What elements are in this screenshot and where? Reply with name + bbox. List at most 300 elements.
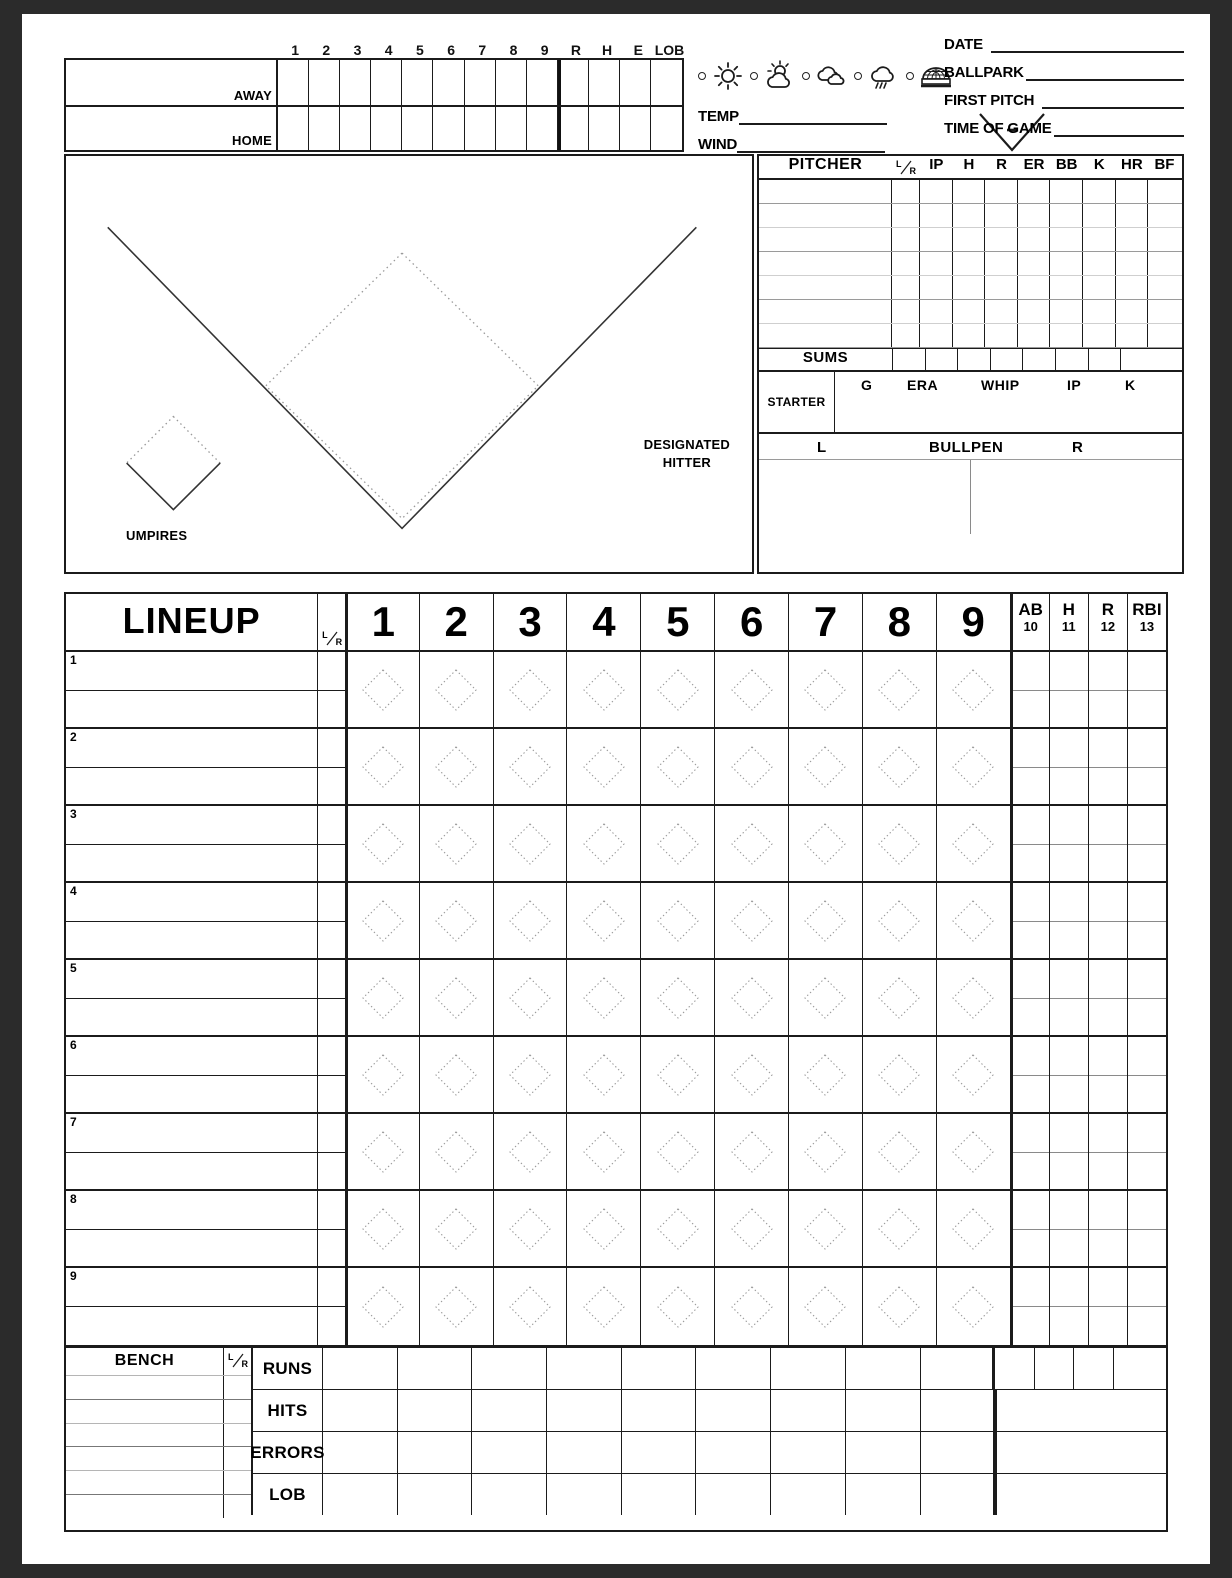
at-bat-cell-inning-1[interactable] [345,652,419,727]
at-bat-cell-inning-7[interactable] [788,652,862,727]
lineup-name-cell[interactable] [66,1268,317,1345]
totals-cell-hits-inning-7[interactable] [771,1390,846,1431]
totals-notes-area-continued[interactable] [995,1432,1166,1475]
totals-cell-hits-inning-8[interactable] [846,1390,921,1431]
at-bat-cell-inning-3[interactable] [493,883,567,958]
totals-cell-lob-inning-8[interactable] [846,1474,921,1515]
ballpark-input-rule[interactable] [1026,68,1184,81]
at-bat-cell-inning-6[interactable] [714,652,788,727]
weather-radio-dome[interactable] [906,72,914,80]
pitcher-cell-lr[interactable] [892,228,920,251]
totals-cell-lob-inning-4[interactable] [547,1474,622,1515]
stat-cell-h[interactable] [1049,883,1088,958]
stat-cell-h[interactable] [1049,1191,1088,1266]
totals-cell-hits-inning-6[interactable] [696,1390,771,1431]
pitcher-cell-k[interactable] [1083,228,1116,251]
pitcher-cell-h[interactable] [953,252,986,275]
pitcher-cell-hr[interactable] [1116,276,1149,299]
pitcher-cell-bf[interactable] [1148,300,1181,323]
linescore-cell-away-e[interactable] [620,60,651,105]
at-bat-cell-inning-1[interactable] [345,1191,419,1266]
at-bat-cell-inning-5[interactable] [640,883,714,958]
at-bat-cell-inning-6[interactable] [714,1114,788,1189]
linescore-cell-away-h[interactable] [589,60,620,105]
at-bat-cell-inning-2[interactable] [419,1268,493,1345]
weather-radio-sun[interactable] [698,72,706,80]
pitcher-cell-h[interactable] [953,276,986,299]
lineup-name-cell[interactable] [66,729,317,804]
at-bat-cell-inning-6[interactable] [714,960,788,1035]
stat-cell-r[interactable] [1088,883,1127,958]
at-bat-cell-inning-2[interactable] [419,652,493,727]
stat-cell-rbi[interactable] [1127,1191,1166,1266]
at-bat-cell-inning-3[interactable] [493,1191,567,1266]
linescore-cell-home-6[interactable] [433,107,464,150]
at-bat-cell-inning-7[interactable] [788,883,862,958]
totals-cell-runs-inning-8[interactable] [846,1348,921,1389]
bench-name-cell[interactable] [66,1376,223,1399]
stat-cell-ab[interactable] [1010,960,1049,1035]
totals-cell-runs-h[interactable] [1035,1348,1075,1389]
at-bat-cell-inning-6[interactable] [714,1037,788,1112]
weather-radio-cloudy[interactable] [802,72,810,80]
linescore-cell-home-2[interactable] [309,107,340,150]
lineup-name-cell[interactable] [66,1037,317,1112]
lineup-lr-cell[interactable] [317,729,345,804]
lineup-lr-cell[interactable] [317,960,345,1035]
sums-cell-h[interactable] [925,349,958,370]
pitcher-cell-bf[interactable] [1148,180,1181,203]
at-bat-cell-inning-6[interactable] [714,883,788,958]
stat-cell-rbi[interactable] [1127,1114,1166,1189]
pitcher-cell-r[interactable] [985,180,1018,203]
at-bat-cell-inning-7[interactable] [788,729,862,804]
at-bat-cell-inning-4[interactable] [566,729,640,804]
at-bat-cell-inning-9[interactable] [936,652,1010,727]
totals-cell-runs-r[interactable] [1074,1348,1114,1389]
at-bat-cell-inning-4[interactable] [566,806,640,881]
at-bat-cell-inning-9[interactable] [936,1268,1010,1345]
linescore-cell-away-4[interactable] [371,60,402,105]
linescore-cell-home-8[interactable] [496,107,527,150]
at-bat-cell-inning-5[interactable] [640,960,714,1035]
pitcher-cell-lr[interactable] [892,180,920,203]
at-bat-cell-inning-1[interactable] [345,806,419,881]
stat-cell-r[interactable] [1088,1037,1127,1112]
at-bat-cell-inning-9[interactable] [936,1114,1010,1189]
lineup-lr-cell[interactable] [317,1268,345,1345]
bench-lr-cell[interactable] [223,1424,251,1447]
stat-cell-r[interactable] [1088,1114,1127,1189]
totals-cell-runs-inning-6[interactable] [696,1348,771,1389]
pitcher-cell-k[interactable] [1083,324,1116,347]
date-input-rule[interactable] [991,40,1184,53]
date-field[interactable] [944,36,1184,53]
totals-cell-lob-inning-3[interactable] [472,1474,547,1515]
totals-cell-lob-inning-1[interactable] [323,1474,398,1515]
at-bat-cell-inning-7[interactable] [788,1114,862,1189]
at-bat-cell-inning-1[interactable] [345,1114,419,1189]
at-bat-cell-inning-9[interactable] [936,883,1010,958]
pitcher-cell-r[interactable] [985,228,1018,251]
totals-cell-errors-inning-7[interactable] [771,1432,846,1473]
linescore-cell-away-7[interactable] [465,60,496,105]
lineup-lr-cell[interactable] [317,806,345,881]
pitcher-cell-bf[interactable] [1148,324,1181,347]
stat-cell-r[interactable] [1088,960,1127,1035]
bench-lr-cell[interactable] [223,1495,251,1518]
linescore-cell-home-1[interactable] [278,107,309,150]
at-bat-cell-inning-2[interactable] [419,729,493,804]
at-bat-cell-inning-9[interactable] [936,806,1010,881]
pitcher-cell-bf[interactable] [1148,228,1181,251]
stat-cell-ab[interactable] [1010,883,1049,958]
stat-cell-r[interactable] [1088,806,1127,881]
at-bat-cell-inning-1[interactable] [345,1037,419,1112]
at-bat-cell-inning-1[interactable] [345,960,419,1035]
linescore-cell-home-5[interactable] [402,107,433,150]
pitcher-cell-lr[interactable] [892,300,920,323]
at-bat-cell-inning-7[interactable] [788,1268,862,1345]
at-bat-cell-inning-2[interactable] [419,1191,493,1266]
at-bat-cell-inning-8[interactable] [862,1037,936,1112]
pitcher-cell-ip[interactable] [920,228,953,251]
pitcher-name-cell[interactable] [759,252,892,275]
sums-cell-ip[interactable] [892,349,925,370]
linescore-team-home[interactable] [66,107,278,150]
stat-cell-rbi[interactable] [1127,883,1166,958]
linescore-cell-home-r[interactable] [558,107,589,150]
at-bat-cell-inning-5[interactable] [640,806,714,881]
stat-cell-ab[interactable] [1010,652,1049,727]
linescore-cell-away-2[interactable] [309,60,340,105]
linescore-team-away[interactable] [66,60,278,105]
lineup-name-cell[interactable] [66,960,317,1035]
stat-cell-rbi[interactable] [1127,960,1166,1035]
stat-cell-rbi[interactable] [1127,1268,1166,1345]
linescore-cell-away-8[interactable] [496,60,527,105]
lineup-lr-cell[interactable] [317,1191,345,1266]
totals-cell-errors-inning-6[interactable] [696,1432,771,1473]
at-bat-cell-inning-5[interactable] [640,1191,714,1266]
linescore-cell-away-lob[interactable] [651,60,682,105]
linescore-cell-away-1[interactable] [278,60,309,105]
pitcher-cell-r[interactable] [985,252,1018,275]
at-bat-cell-inning-2[interactable] [419,806,493,881]
bench-lr-cell[interactable] [223,1376,251,1399]
at-bat-cell-inning-6[interactable] [714,1268,788,1345]
pitcher-cell-ip[interactable] [920,276,953,299]
at-bat-cell-inning-4[interactable] [566,1037,640,1112]
totals-cell-errors-inning-3[interactable] [472,1432,547,1473]
lineup-name-cell[interactable] [66,1114,317,1189]
totals-cell-runs-inning-9[interactable] [921,1348,996,1389]
at-bat-cell-inning-4[interactable] [566,883,640,958]
stat-cell-h[interactable] [1049,729,1088,804]
pitcher-cell-bb[interactable] [1050,324,1083,347]
pitcher-cell-ip[interactable] [920,180,953,203]
stat-cell-ab[interactable] [1010,1114,1049,1189]
totals-cell-lob-inning-6[interactable] [696,1474,771,1515]
pitcher-cell-k[interactable] [1083,300,1116,323]
stat-cell-h[interactable] [1049,960,1088,1035]
wind-input-rule[interactable] [737,140,885,153]
stat-cell-ab[interactable] [1010,1191,1049,1266]
stat-cell-r[interactable] [1088,729,1127,804]
totals-cell-lob-inning-2[interactable] [398,1474,473,1515]
at-bat-cell-inning-5[interactable] [640,1037,714,1112]
lineup-name-cell[interactable] [66,1191,317,1266]
at-bat-cell-inning-9[interactable] [936,960,1010,1035]
totals-notes-area[interactable] [995,1390,1166,1433]
pitcher-cell-bb[interactable] [1050,300,1083,323]
pitcher-name-cell[interactable] [759,204,892,227]
pitcher-name-cell[interactable] [759,276,892,299]
pitcher-cell-k[interactable] [1083,204,1116,227]
pitcher-cell-bf[interactable] [1148,276,1181,299]
totals-cell-hits-inning-4[interactable] [547,1390,622,1431]
bench-name-cell[interactable] [66,1400,223,1423]
pitcher-name-cell[interactable] [759,180,892,203]
stat-cell-r[interactable] [1088,652,1127,727]
sums-cell-k[interactable] [1055,349,1088,370]
stat-cell-ab[interactable] [1010,1037,1049,1112]
linescore-cell-away-6[interactable] [433,60,464,105]
totals-cell-errors-inning-8[interactable] [846,1432,921,1473]
at-bat-cell-inning-2[interactable] [419,960,493,1035]
stat-cell-ab[interactable] [1010,806,1049,881]
totals-cell-runs-inning-5[interactable] [622,1348,697,1389]
pitcher-cell-bb[interactable] [1050,252,1083,275]
at-bat-cell-inning-5[interactable] [640,1268,714,1345]
at-bat-cell-inning-3[interactable] [493,806,567,881]
totals-cell-lob-inning-5[interactable] [622,1474,697,1515]
at-bat-cell-inning-9[interactable] [936,1037,1010,1112]
at-bat-cell-inning-9[interactable] [936,729,1010,804]
at-bat-cell-inning-8[interactable] [862,729,936,804]
bullpen-left-area[interactable] [759,460,971,534]
pitcher-cell-h[interactable] [953,228,986,251]
pitcher-cell-er[interactable] [1018,252,1051,275]
pitcher-cell-r[interactable] [985,324,1018,347]
linescore-cell-away-9[interactable] [527,60,558,105]
sums-cell-er[interactable] [990,349,1023,370]
bench-name-cell[interactable] [66,1495,223,1518]
pitcher-cell-bb[interactable] [1050,204,1083,227]
bench-name-cell[interactable] [66,1471,223,1494]
at-bat-cell-inning-3[interactable] [493,960,567,1035]
at-bat-cell-inning-5[interactable] [640,1114,714,1189]
at-bat-cell-inning-7[interactable] [788,1037,862,1112]
at-bat-cell-inning-9[interactable] [936,1191,1010,1266]
pitcher-cell-lr[interactable] [892,276,920,299]
time-of-game-field[interactable] [944,120,1184,137]
at-bat-cell-inning-3[interactable] [493,1114,567,1189]
at-bat-cell-inning-2[interactable] [419,1114,493,1189]
at-bat-cell-inning-4[interactable] [566,1191,640,1266]
pitcher-cell-hr[interactable] [1116,180,1149,203]
pitcher-cell-er[interactable] [1018,324,1051,347]
lineup-name-cell[interactable] [66,652,317,727]
sums-cell-hr[interactable] [1088,349,1121,370]
linescore-cell-home-lob[interactable] [651,107,682,150]
totals-cell-errors-inning-1[interactable] [323,1432,398,1473]
totals-cell-hits-inning-9[interactable] [921,1390,996,1431]
at-bat-cell-inning-8[interactable] [862,806,936,881]
sums-cell-bb[interactable] [1022,349,1055,370]
pitcher-cell-hr[interactable] [1116,300,1149,323]
totals-cell-errors-inning-4[interactable] [547,1432,622,1473]
starter-stat-labels[interactable] [835,372,1182,432]
at-bat-cell-inning-7[interactable] [788,960,862,1035]
pitcher-cell-bb[interactable] [1050,180,1083,203]
at-bat-cell-inning-7[interactable] [788,1191,862,1266]
wind-field[interactable] [698,136,885,153]
bench-name-cell[interactable] [66,1424,223,1447]
sums-cell-r[interactable] [957,349,990,370]
pitcher-cell-hr[interactable] [1116,204,1149,227]
at-bat-cell-inning-8[interactable] [862,1114,936,1189]
stat-cell-h[interactable] [1049,652,1088,727]
totals-cell-lob-inning-7[interactable] [771,1474,846,1515]
linescore-cell-home-9[interactable] [527,107,558,150]
pitcher-cell-er[interactable] [1018,276,1051,299]
lineup-lr-cell[interactable] [317,1114,345,1189]
pitcher-cell-hr[interactable] [1116,324,1149,347]
stat-cell-ab[interactable] [1010,729,1049,804]
linescore-cell-home-3[interactable] [340,107,371,150]
temp-field[interactable] [698,108,887,125]
totals-cell-runs-inning-3[interactable] [472,1348,547,1389]
pitcher-name-cell[interactable] [759,300,892,323]
totals-cell-runs-inning-4[interactable] [547,1348,622,1389]
lineup-name-cell[interactable] [66,883,317,958]
pitcher-cell-er[interactable] [1018,300,1051,323]
pitcher-cell-r[interactable] [985,300,1018,323]
pitcher-cell-k[interactable] [1083,180,1116,203]
stat-cell-rbi[interactable] [1127,1037,1166,1112]
at-bat-cell-inning-1[interactable] [345,1268,419,1345]
pitcher-cell-bb[interactable] [1050,228,1083,251]
stat-cell-r[interactable] [1088,1191,1127,1266]
pitcher-cell-k[interactable] [1083,252,1116,275]
linescore-cell-away-5[interactable] [402,60,433,105]
bench-name-cell[interactable] [66,1447,223,1470]
pitcher-cell-hr[interactable] [1116,252,1149,275]
pitcher-cell-er[interactable] [1018,228,1051,251]
pitcher-name-cell[interactable] [759,324,892,347]
linescore-cell-home-7[interactable] [465,107,496,150]
at-bat-cell-inning-4[interactable] [566,1114,640,1189]
at-bat-cell-inning-4[interactable] [566,652,640,727]
stat-cell-ab[interactable] [1010,1268,1049,1345]
at-bat-cell-inning-8[interactable] [862,883,936,958]
lineup-lr-cell[interactable] [317,652,345,727]
weather-radio-rain[interactable] [854,72,862,80]
linescore-cell-home-e[interactable] [620,107,651,150]
sums-cell-bf[interactable] [1120,349,1153,370]
totals-cell-lob-inning-9[interactable] [921,1474,996,1515]
at-bat-cell-inning-4[interactable] [566,960,640,1035]
totals-cell-errors-inning-2[interactable] [398,1432,473,1473]
linescore-cell-home-h[interactable] [589,107,620,150]
linescore-cell-home-4[interactable] [371,107,402,150]
pitcher-cell-h[interactable] [953,324,986,347]
at-bat-cell-inning-1[interactable] [345,883,419,958]
totals-notes-area-continued[interactable] [995,1474,1166,1515]
pitcher-cell-bf[interactable] [1148,204,1181,227]
at-bat-cell-inning-3[interactable] [493,1037,567,1112]
totals-cell-runs-ab[interactable] [995,1348,1035,1389]
pitcher-cell-bb[interactable] [1050,276,1083,299]
totals-cell-runs-inning-7[interactable] [771,1348,846,1389]
at-bat-cell-inning-2[interactable] [419,883,493,958]
at-bat-cell-inning-6[interactable] [714,806,788,881]
pitcher-name-cell[interactable] [759,228,892,251]
at-bat-cell-inning-5[interactable] [640,729,714,804]
pitcher-cell-hr[interactable] [1116,228,1149,251]
pitcher-cell-er[interactable] [1018,180,1051,203]
at-bat-cell-inning-1[interactable] [345,729,419,804]
at-bat-cell-inning-8[interactable] [862,960,936,1035]
totals-cell-runs-rbi[interactable] [1114,1348,1154,1389]
pitcher-cell-lr[interactable] [892,204,920,227]
pitcher-cell-ip[interactable] [920,252,953,275]
pitcher-cell-r[interactable] [985,204,1018,227]
totals-cell-hits-inning-5[interactable] [622,1390,697,1431]
pitcher-cell-h[interactable] [953,204,986,227]
lineup-lr-cell[interactable] [317,1037,345,1112]
at-bat-cell-inning-3[interactable] [493,729,567,804]
at-bat-cell-inning-8[interactable] [862,652,936,727]
bench-lr-cell[interactable] [223,1447,251,1470]
pitcher-cell-ip[interactable] [920,300,953,323]
stat-cell-rbi[interactable] [1127,806,1166,881]
bullpen-right-area[interactable] [971,460,1182,534]
pitcher-cell-r[interactable] [985,276,1018,299]
at-bat-cell-inning-5[interactable] [640,652,714,727]
stat-cell-r[interactable] [1088,1268,1127,1345]
totals-cell-errors-inning-9[interactable] [921,1432,996,1473]
stat-cell-rbi[interactable] [1127,652,1166,727]
at-bat-cell-inning-6[interactable] [714,729,788,804]
temp-input-rule[interactable] [739,112,887,125]
at-bat-cell-inning-7[interactable] [788,806,862,881]
pitcher-cell-er[interactable] [1018,204,1051,227]
linescore-cell-away-3[interactable] [340,60,371,105]
at-bat-cell-inning-2[interactable] [419,1037,493,1112]
at-bat-cell-inning-4[interactable] [566,1268,640,1345]
bench-lr-cell[interactable] [223,1400,251,1423]
stat-cell-rbi[interactable] [1127,729,1166,804]
pitcher-cell-ip[interactable] [920,204,953,227]
first-pitch-input-rule[interactable] [1042,96,1184,109]
linescore-cell-away-r[interactable] [558,60,589,105]
totals-cell-hits-inning-2[interactable] [398,1390,473,1431]
stat-cell-h[interactable] [1049,1037,1088,1112]
stat-cell-h[interactable] [1049,1114,1088,1189]
at-bat-cell-inning-3[interactable] [493,652,567,727]
totals-cell-errors-inning-5[interactable] [622,1432,697,1473]
weather-radio-partly-cloudy[interactable] [750,72,758,80]
pitcher-cell-h[interactable] [953,180,986,203]
pitcher-cell-h[interactable] [953,300,986,323]
pitcher-cell-lr[interactable] [892,252,920,275]
totals-cell-hits-inning-3[interactable] [472,1390,547,1431]
first-pitch-field[interactable] [944,92,1184,109]
lineup-lr-cell[interactable] [317,883,345,958]
at-bat-cell-inning-6[interactable] [714,1191,788,1266]
